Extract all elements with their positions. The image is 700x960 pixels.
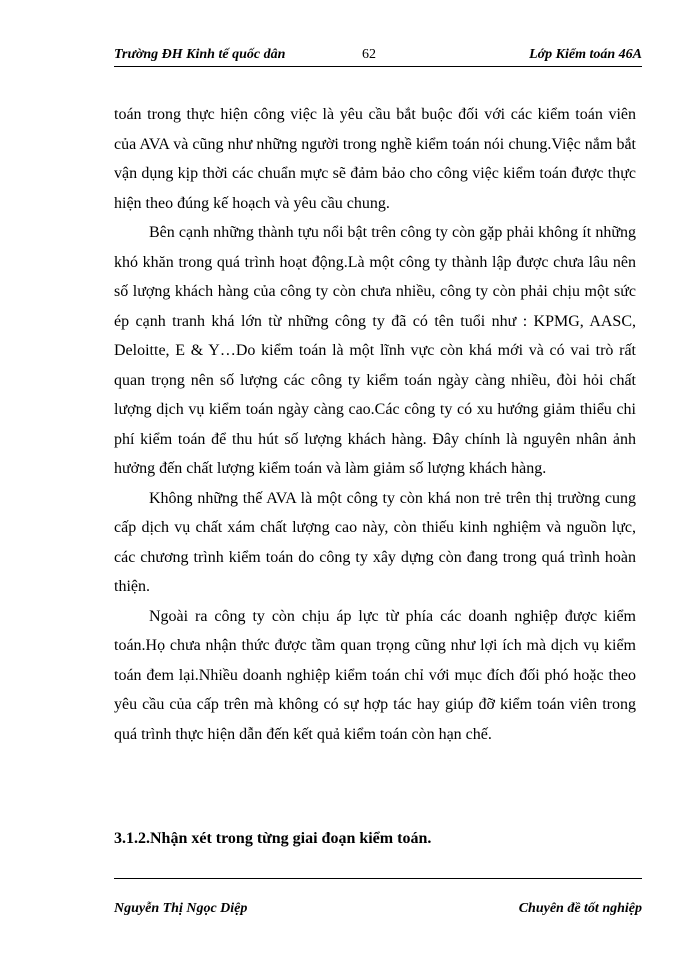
footer-doc-type: Chuyên đề tốt nghiệp xyxy=(518,901,642,916)
footer-author: Nguyễn Thị Ngọc Diệp xyxy=(114,901,248,916)
header-class: Lớp Kiểm toán 46A xyxy=(529,47,642,62)
paragraph-ava-young-company: Không những thế AVA là một công ty còn khá non trẻ trên thị trường cung cấp dịch vụ chất xám chất lượng cao này, còn thiếu kinh nghiệm và nguồn lực, các chương trình kiểm toán do công ty xây dựng còn đang trong quá trình hoàn thiện. xyxy=(114,489,636,595)
page-number: 62 xyxy=(362,47,376,62)
paragraph-continued: toán trong thực hiện công việc là yêu cầu bắt buộc đối với các kiểm toán viên của AVA và cũng như những người trong nghề kiểm toán nói chung.Việc nắm bắt vận dụng kịp thời các chuẩn mực sẽ đảm bảo cho công việc kiểm toán được thực hiện theo đúng kế hoạch và yêu cầu chung. xyxy=(114,106,636,212)
header-school: Trường ĐH Kinh tế quốc dân xyxy=(114,47,286,62)
section-heading: 3.1.2.Nhận xét trong từng giai đoạn kiểm toán. xyxy=(114,830,432,847)
page-footer xyxy=(114,878,642,919)
paragraph-client-pressure: Ngoài ra công ty còn chịu áp lực từ phía các doanh nghiệp được kiểm toán.Họ chưa nhận thức được tầm quan trọng cũng như lợi ích mà dịch vụ kiểm toán đem lại.Nhiều doanh nghiệp kiểm toán chỉ với mục đích đối phó hoặc theo yêu cầu của cấp trên mà không có sự hợp tác hay giúp đỡ kiểm toán viên trong quá trình thực hiện dẫn đến kết quả kiểm toán còn hạn chế. xyxy=(114,607,636,743)
paragraph-achievements-difficulties: Bên cạnh những thành tựu nổi bật trên công ty còn gặp phải không ít những khó khăn trong quá trình hoạt động.Là một công ty thành lập được chưa lâu nên số lượng khách hàng của công ty còn chưa nhiều, công ty còn phải chịu một sức ép cạnh tranh khá lớn từ những công ty đã có tên tuổi như : KPMG, AASC, Deloitte, E & Y…Do kiểm toán là một lĩnh vực còn khá mới và có vai trò rất quan trọng nên số lượng các công ty kiểm toán ngày càng nhiều, đòi hỏi chất lượng dịch vụ kiểm toán ngày càng cao.Các công ty có xu hướng giảm thiểu chi phí kiểm toán để thu hút số lượng khách hàng. Đây chính là nguyên nhân ảnh hưởng đến chất lượng kiểm toán và làm giảm số lượng khách hàng. xyxy=(114,224,636,477)
body-text xyxy=(114,100,636,749)
page-header xyxy=(114,44,642,67)
